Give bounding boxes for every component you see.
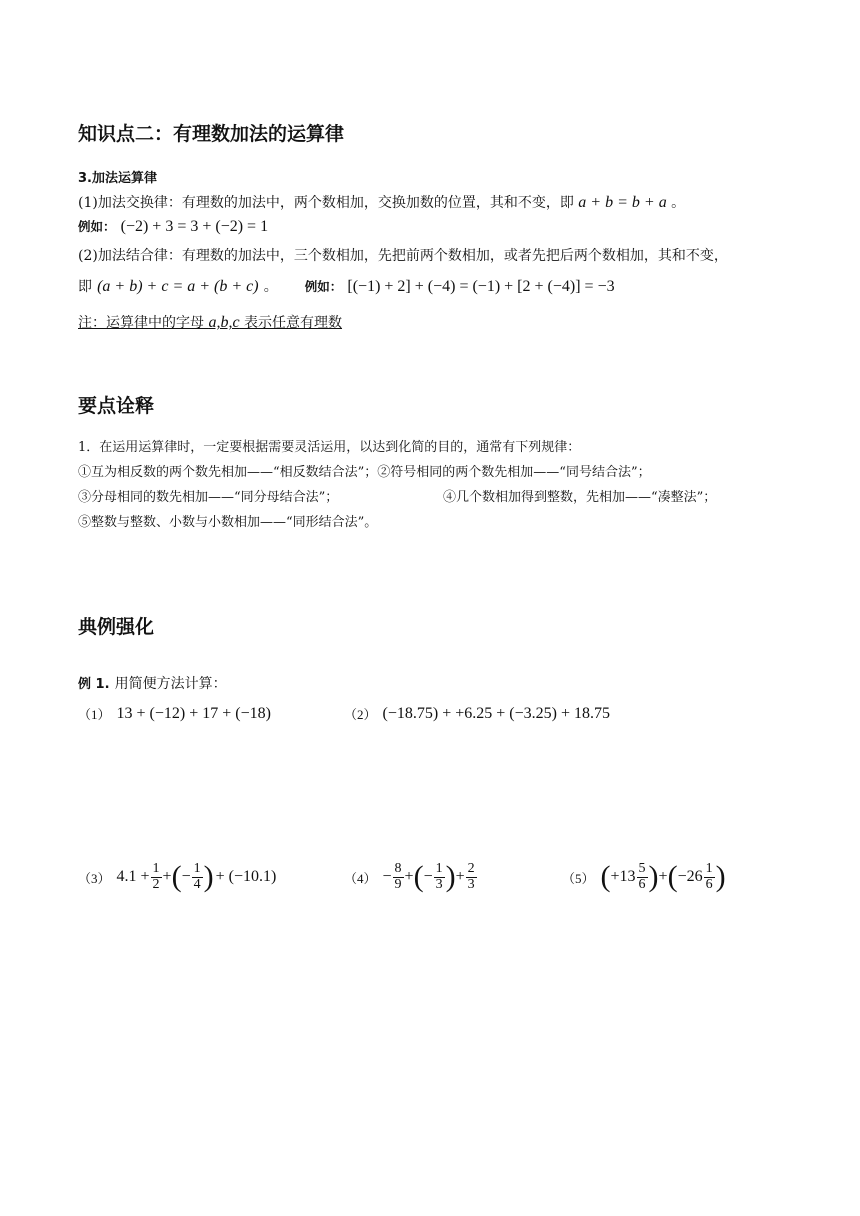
note-prefix: 注：运算律中的字母 — [78, 315, 204, 331]
associative-end: 。 — [263, 279, 278, 295]
associative-example-formula: [(−1) + 2] + (−4) = (−1) + [2 + (−4)] = −3 — [347, 278, 615, 295]
commutative-example-label: 例如： — [78, 219, 116, 234]
note-letters: a,b,c — [208, 314, 240, 331]
problem-4-fraction-3: $\frac{2}{3}$ — [467, 860, 475, 892]
example-1-label: 例 1. — [78, 677, 110, 692]
key-point-line-3a: ③分母相同的数先相加——“同分母结合法”； — [78, 490, 339, 505]
problem-3-rest: + (−10.1) — [215, 868, 277, 885]
problem-2-expression: (−18.75) + +6.25 + (−3.25) + 18.75 — [382, 704, 610, 722]
problem-1-expression: 13 + (−12) + 17 + (−18) — [116, 704, 271, 722]
problem-5-label: （5） — [562, 870, 595, 886]
problem-5-whole-2: −26 — [677, 868, 703, 885]
note-suffix: 表示任意有理数 — [244, 315, 343, 331]
section-title-examples: 典例强化 — [78, 616, 155, 638]
problem-3-term-a: 4.1 + — [116, 868, 150, 885]
associative-law-formula-line — [78, 276, 615, 296]
problem-5-fraction-1: $\frac{5}{6}$ — [638, 860, 646, 892]
commutative-law-text: (1)加法交换律：有理数的加法中，两个数相加，交换加数的位置，其和不变，即 — [78, 195, 574, 211]
problem-2-label: （2） — [344, 707, 377, 722]
problem-3-negative: − — [181, 868, 191, 885]
key-point-line-4: ⑤整数与整数、小数与小数相加——“同形结合法”。 — [78, 515, 378, 530]
problem-5-whole-1: +13 — [610, 868, 636, 885]
example-1-heading — [78, 673, 227, 693]
key-point-line-2: ①互为相反数的两个数先相加——“相反数结合法”；②符号相同的两个数先相加——“同号结合法”； — [78, 465, 651, 480]
problem-3: （3） 4.1 + $\frac{1}{2}$ + ( − $\frac{1}{4}$ ) + (−10.1) — [78, 860, 277, 893]
problem-4: （4） − $\frac{8}{9}$ + ( − $\frac{1}{3}$ ) + $\frac{2}{3}$ — [344, 860, 475, 893]
problem-1-label: （1） — [78, 707, 111, 722]
problem-4-fraction-1: $\frac{8}{9}$ — [394, 860, 402, 892]
subsection-title-addition-laws: 3.加法运算律 — [78, 171, 157, 186]
commutative-example-formula: (−2) + 3 = 3 + (−2) = 1 — [120, 218, 269, 235]
associative-prefix: 即 — [78, 279, 92, 295]
problem-3-fraction-1: $\frac{1}{2}$ — [152, 860, 160, 892]
problem-3-fraction-2: $\frac{1}{4}$ — [193, 860, 201, 892]
commutative-law-formula: a + b = b + a — [578, 194, 667, 211]
problem-5-fraction-2: $\frac{1}{6}$ — [705, 860, 713, 892]
problem-4-fraction-2: $\frac{1}{3}$ — [435, 860, 443, 892]
example-1-text: 用简便方法计算： — [114, 676, 227, 692]
problem-3-plus: + — [162, 868, 172, 885]
problem-5: （5） ( +13 $\frac{5}{6}$ ) + ( −26 $\frac{1}{6}$ ) — [562, 860, 726, 893]
problem-3-label: （3） — [78, 870, 111, 886]
section-title-key-points: 要点诠释 — [78, 395, 155, 417]
problem-2 — [344, 704, 610, 723]
problem-1 — [78, 704, 271, 723]
problem-4-label: （4） — [344, 870, 377, 886]
key-point-line-3b: ④几个数相加得到整数，先相加——“凑整法”； — [443, 490, 717, 505]
commutative-example-line — [78, 216, 268, 236]
section-title-knowledge-point: 知识点二：有理数加法的运算律 — [78, 123, 345, 145]
commutative-law-end: 。 — [671, 195, 686, 211]
commutative-law-line — [78, 192, 685, 212]
associative-example-label: 例如： — [304, 279, 343, 294]
key-point-line-1: 1．在运用运算律时，一定要根据需要灵活运用，以达到化简的目的，通常有下列规律： — [78, 440, 581, 455]
note-line — [78, 312, 342, 332]
associative-law-formula: (a + b) + c = a + (b + c) — [97, 278, 259, 295]
associative-law-text: (2)加法结合律：有理数的加法中，三个数相加，先把前两个数相加，或者先把后两个数相加，其和不变， — [78, 248, 728, 264]
